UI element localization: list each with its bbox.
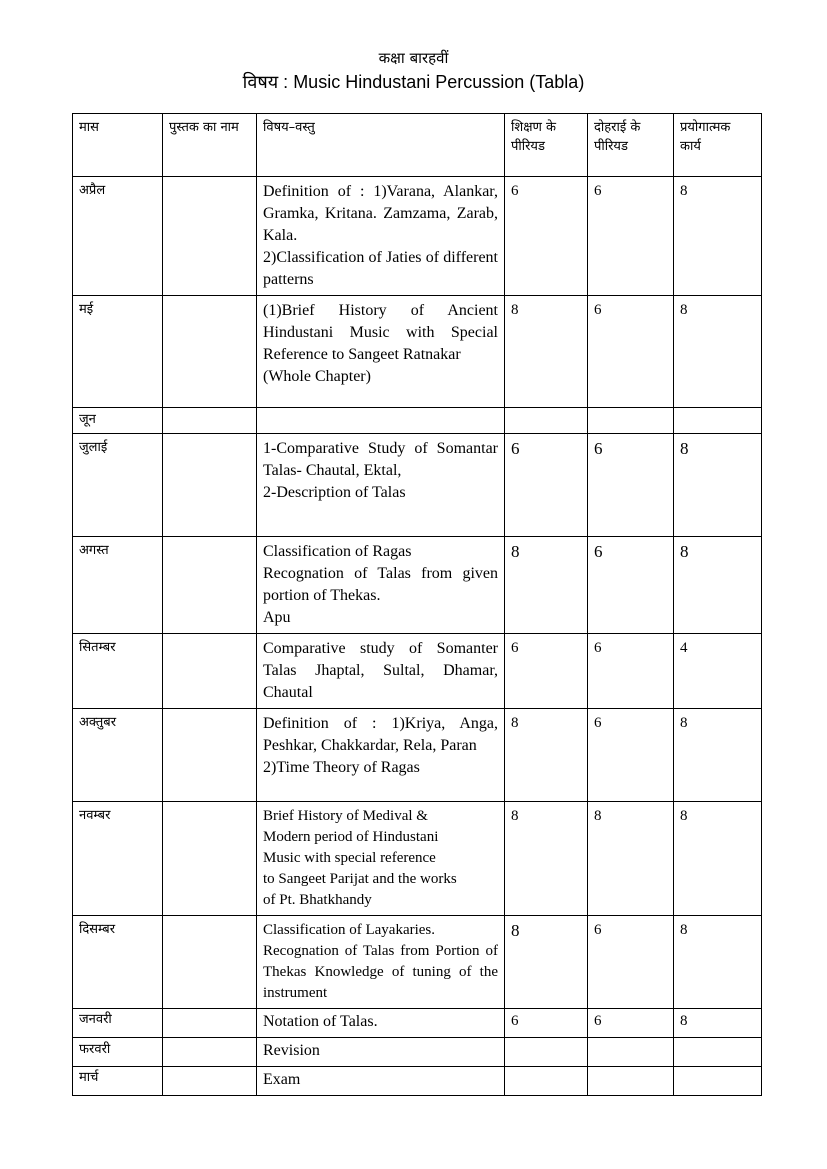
content-cell: Definition of : 1)Kriya, Anga, Peshkar, Chakkardar, Rela, Paran 2)Time Theory of Ragas bbox=[257, 709, 505, 802]
teaching-periods-cell: 8 bbox=[505, 709, 588, 802]
practical-work-cell: 4 bbox=[674, 634, 762, 709]
table-row bbox=[73, 434, 762, 537]
revision-periods-cell: 6 bbox=[588, 1009, 674, 1038]
revision-periods-cell: 6 bbox=[588, 296, 674, 408]
practical-work-cell: 8 bbox=[674, 709, 762, 802]
table-row bbox=[73, 802, 762, 916]
revision-periods-cell bbox=[588, 1067, 674, 1096]
practical-work-cell bbox=[674, 408, 762, 434]
revision-periods-cell bbox=[588, 408, 674, 434]
content-cell: Exam bbox=[257, 1067, 505, 1096]
teaching-periods-cell bbox=[505, 1038, 588, 1067]
month-cell: मई bbox=[73, 296, 163, 408]
revision-periods-cell: 6 bbox=[588, 177, 674, 296]
class-heading: कक्षा बारहवीं bbox=[378, 49, 449, 67]
practical-work-cell bbox=[674, 1067, 762, 1096]
book-cell bbox=[163, 434, 257, 537]
table-row bbox=[73, 709, 762, 802]
book-cell bbox=[163, 177, 257, 296]
month-cell: सितम्बर bbox=[73, 634, 163, 709]
content-cell: Revision bbox=[257, 1038, 505, 1067]
table-row bbox=[73, 296, 762, 408]
practical-work-column-header: प्रयोगात्मक कार्य bbox=[674, 114, 762, 177]
practical-work-cell: 8 bbox=[674, 802, 762, 916]
book-cell bbox=[163, 537, 257, 634]
practical-work-cell: 8 bbox=[674, 537, 762, 634]
book-column-header: पुस्तक का नाम bbox=[163, 114, 257, 177]
book-cell bbox=[163, 408, 257, 434]
book-cell bbox=[163, 802, 257, 916]
teaching-periods-cell bbox=[505, 408, 588, 434]
content-cell: Notation of Talas. bbox=[257, 1009, 505, 1038]
book-cell bbox=[163, 1067, 257, 1096]
content-cell bbox=[257, 408, 505, 434]
content-cell: Definition of : 1)Varana, Alankar, Gramka, Kritana. Zamzama, Zarab, Kala. 2)Classification of Jaties of different patterns bbox=[257, 177, 505, 296]
table-row bbox=[73, 916, 762, 1009]
month-cell: जुलाई bbox=[73, 434, 163, 537]
month-cell: जून bbox=[73, 408, 163, 434]
revision-periods-cell: 8 bbox=[588, 802, 674, 916]
month-column-header: मास bbox=[73, 114, 163, 177]
teaching-periods-cell: 8 bbox=[505, 296, 588, 408]
content-cell: Classification of Ragas Recognation of Talas from given portion of Thekas. Apu bbox=[257, 537, 505, 634]
month-cell: अक्तुबर bbox=[73, 709, 163, 802]
revision-periods-cell: 6 bbox=[588, 916, 674, 1009]
revision-periods-cell: 6 bbox=[588, 709, 674, 802]
table-row bbox=[73, 408, 762, 434]
book-cell bbox=[163, 709, 257, 802]
content-cell: (1)Brief History of Ancient Hindustani Music with Special Reference to Sangeet Ratnakar (Whole Chapter) bbox=[257, 296, 505, 408]
revision-periods-column-header: दोहराई के पीरियड bbox=[588, 114, 674, 177]
subject-heading: विषय : Music Hindustani Percussion (Tabla) bbox=[242, 72, 585, 92]
month-cell: मार्च bbox=[73, 1067, 163, 1096]
teaching-periods-cell: 6 bbox=[505, 634, 588, 709]
revision-periods-cell: 6 bbox=[588, 537, 674, 634]
table-row bbox=[73, 634, 762, 709]
teaching-periods-cell: 6 bbox=[505, 434, 588, 537]
table-row bbox=[73, 1038, 762, 1067]
month-cell: नवम्बर bbox=[73, 802, 163, 916]
practical-work-cell: 8 bbox=[674, 296, 762, 408]
revision-periods-cell bbox=[588, 1038, 674, 1067]
practical-work-cell bbox=[674, 1038, 762, 1067]
book-cell bbox=[163, 634, 257, 709]
table-row bbox=[73, 177, 762, 296]
teaching-periods-cell bbox=[505, 1067, 588, 1096]
content-cell: Comparative study of Somanter Talas Jhaptal, Sultal, Dhamar, Chautal bbox=[257, 634, 505, 709]
teaching-periods-cell: 6 bbox=[505, 177, 588, 296]
syllabus-table bbox=[72, 113, 762, 1096]
teaching-periods-cell: 8 bbox=[505, 802, 588, 916]
table-header-row bbox=[73, 114, 762, 177]
teaching-periods-cell: 6 bbox=[505, 1009, 588, 1038]
month-cell: फरवरी bbox=[73, 1038, 163, 1067]
month-cell: जनवरी bbox=[73, 1009, 163, 1038]
table-row bbox=[73, 1067, 762, 1096]
month-cell: अप्रैल bbox=[73, 177, 163, 296]
practical-work-cell: 8 bbox=[674, 916, 762, 1009]
teaching-periods-cell: 8 bbox=[505, 916, 588, 1009]
month-cell: अगस्त bbox=[73, 537, 163, 634]
revision-periods-cell: 6 bbox=[588, 434, 674, 537]
content-cell: Brief History of Medival & Modern period of Hindustani Music with special reference to Sangeet Parijat and the works of Pt. Bhatkhandy bbox=[257, 802, 505, 916]
practical-work-cell: 8 bbox=[674, 177, 762, 296]
table-row bbox=[73, 537, 762, 634]
teaching-periods-column-header: शिक्षण के पीरियड bbox=[505, 114, 588, 177]
table-row bbox=[73, 1009, 762, 1038]
practical-work-cell: 8 bbox=[674, 1009, 762, 1038]
content-cell: 1-Comparative Study of Somantar Talas- Chautal, Ektal, 2-Description of Talas bbox=[257, 434, 505, 537]
book-cell bbox=[163, 916, 257, 1009]
book-cell bbox=[163, 1009, 257, 1038]
teaching-periods-cell: 8 bbox=[505, 537, 588, 634]
content-cell: Classification of Layakaries. Recognation of Talas from Portion of Thekas Knowledge of tuning of the instrument bbox=[257, 916, 505, 1009]
month-cell: दिसम्बर bbox=[73, 916, 163, 1009]
content-column-header: विषय–वस्तु bbox=[257, 114, 505, 177]
revision-periods-cell: 6 bbox=[588, 634, 674, 709]
book-cell bbox=[163, 1038, 257, 1067]
practical-work-cell: 8 bbox=[674, 434, 762, 537]
book-cell bbox=[163, 296, 257, 408]
